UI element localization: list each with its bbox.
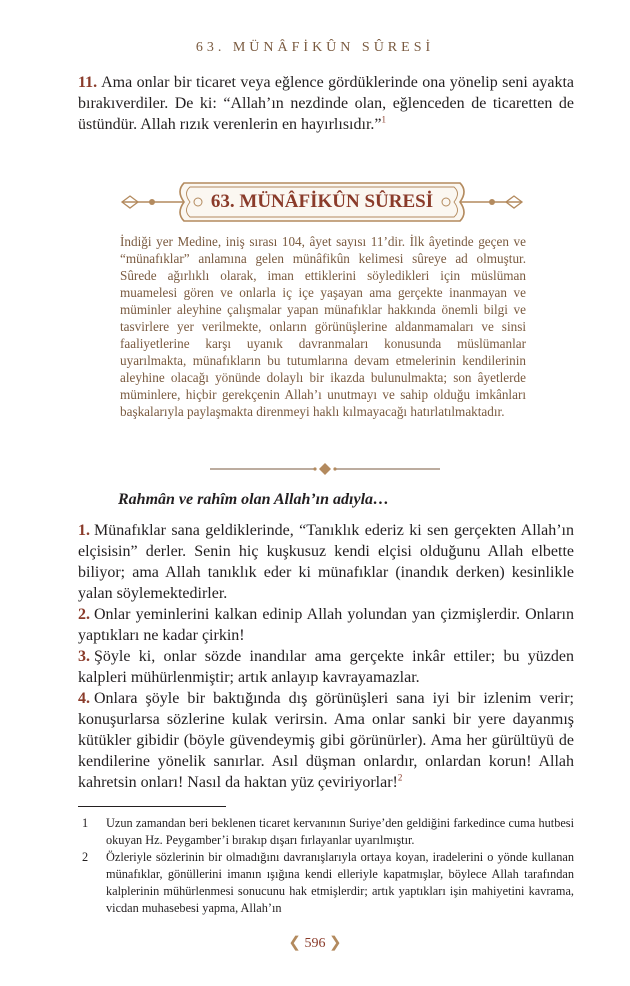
- verse-number: 2.: [78, 606, 90, 623]
- running-head: 63. MÜNÂFİKÛN SÛRESİ: [195, 40, 435, 55]
- left-bracket-ornament-icon: ❮: [288, 935, 301, 951]
- verse-text: Şöyle ki, onlar sözde inandılar ama gerçekte inkâr ettiler; bu yüzden kalpleri mühürlenmiştir; artık anlayıp kavrayamazlar.: [78, 648, 574, 686]
- verse-number: 3.: [78, 648, 90, 665]
- section-divider-icon: [210, 462, 440, 476]
- footnote-number: 2: [82, 850, 89, 864]
- basmala: Rahmân ve rahîm olan Allah’ın adıyla…: [118, 491, 390, 508]
- page-number: [0, 933, 630, 952]
- surah-title: 63. MÜNÂFİKÛN SÛRESİ: [210, 191, 434, 212]
- footnotes: [78, 815, 574, 917]
- footnote-ref[interactable]: 2: [397, 772, 403, 783]
- surah-introduction: İndiği yer Medine, iniş sırası 104, âyet sayısı 11’dir. İlk âyetinde geçen ve “münafıklar” anlamına gelen münâfikûn kelimesi sûreye ad olmuştur. Sûrede ağırlıklı olarak, iman ettiklerini söyledikleri için müslüman muamelesi gören ve onlarla iç içe yaşayan ama gerçekte inanmayan ve müminler aleyhine çalışmalar yapan münafıklar hakkında önemli bilgi ve tasvirlere yer verilmekte, onların görünüşlerine aldanmamaları ve sinsi faaliyetlerine karşı uyanık davranmaları konusunda müslümanlar uyarılmakta, münafıkların bu tutumlarına devam etmelerinin kendilerinin aleyhine olacağı yönünde dolaylı bir ikazda bulunulmakta; son âyetlerde müminlere, hiçbir gerekçenin Allah’ı unutmayı ve sahip olduğu imkânları başkalarıyla paylaşmakta direnmeyi haklı kılmayacağı hatırlatılmaktadır.: [120, 234, 526, 419]
- verse-4: [78, 688, 574, 793]
- footnote-number: 1: [82, 816, 89, 830]
- verse-3: [78, 646, 574, 688]
- verse-1: [78, 520, 574, 604]
- right-bracket-ornament-icon: ❯: [329, 935, 342, 951]
- verse-text: Münafıklar sana geldiklerinde, “Tanıklık ederiz ki sen gerçekten Allah’ın elçisisin” derler. Senin hiç kuşkusuz kendi elçisi olduğunu Allah elbette biliyor; ama Allah tanıklık eder ki münafıklar (inandık derken) kesinlikle yalan söylemektedirler.: [78, 522, 574, 602]
- verse-2: [78, 604, 574, 646]
- footnote-1: [78, 815, 574, 849]
- verse-text: Ama onlar bir ticaret veya eğlence gördüklerinde ona yönelip seni ayakta bırakıverdiler. De ki: “Allah’ın nezdinde olan, eğlenceden de ticaretten de üstündür. Allah rızık verenlerin en hayırlısıdır.”: [78, 74, 574, 133]
- page-number-text: 596: [304, 936, 326, 951]
- verse-11: [78, 72, 574, 135]
- surah-title-banner: [118, 179, 526, 225]
- footnote-rule: [78, 806, 226, 807]
- verse-text: Onlara şöyle bir baktığında dış görünüşleri sana iyi bir izlenim verir; konuşurlarsa sözlerine kulak verirsin. Ama onlar sanki bir yere dayanmış kütükler gibidir (böyle güvendeymiş gibi görünürler). Ama her gürültüyü de kendilerine yönelik sanırlar. Asıl düşman onlardır, onlardan korun! Allah kahretsin onları! Nasıl da haktan yüz çeviriyorlar!: [78, 690, 574, 791]
- verse-list: [78, 520, 574, 793]
- footnote-2: [78, 849, 574, 917]
- verse-number: 11.: [78, 74, 98, 91]
- verse-text: Onlar yeminlerini kalkan edinip Allah yolundan yan çizmişlerdir. Onların yaptıkları ne kadar çirkin!: [78, 606, 574, 644]
- verse-number: 1.: [78, 522, 90, 539]
- footnote-ref[interactable]: 1: [381, 114, 386, 125]
- verse-number: 4.: [78, 690, 90, 707]
- footnote-text: Özleriyle sözlerinin bir olmadığını davranışlarıyla ortaya koyan, iradelerini o yönde kullanan münafıklar, gönüllerini imanın ışığına kendi elleriyle kapatmışlar, böylece Allah tarafından kalplerinin mühürlenmesi sonucunu hak etmişlerdir; artık yaptıkları işin mahiyetini kavrama, vicdan muhasebesi yapma, Allah’ın: [106, 850, 574, 915]
- footnote-text: Uzun zamandan beri beklenen ticaret kervanının Suriye’den geldiğini farkedince cuma hutbesi okuyan Hz. Peygamber’i bırakıp dışarı fırlayanlar uyarılmıştır.: [106, 816, 574, 847]
